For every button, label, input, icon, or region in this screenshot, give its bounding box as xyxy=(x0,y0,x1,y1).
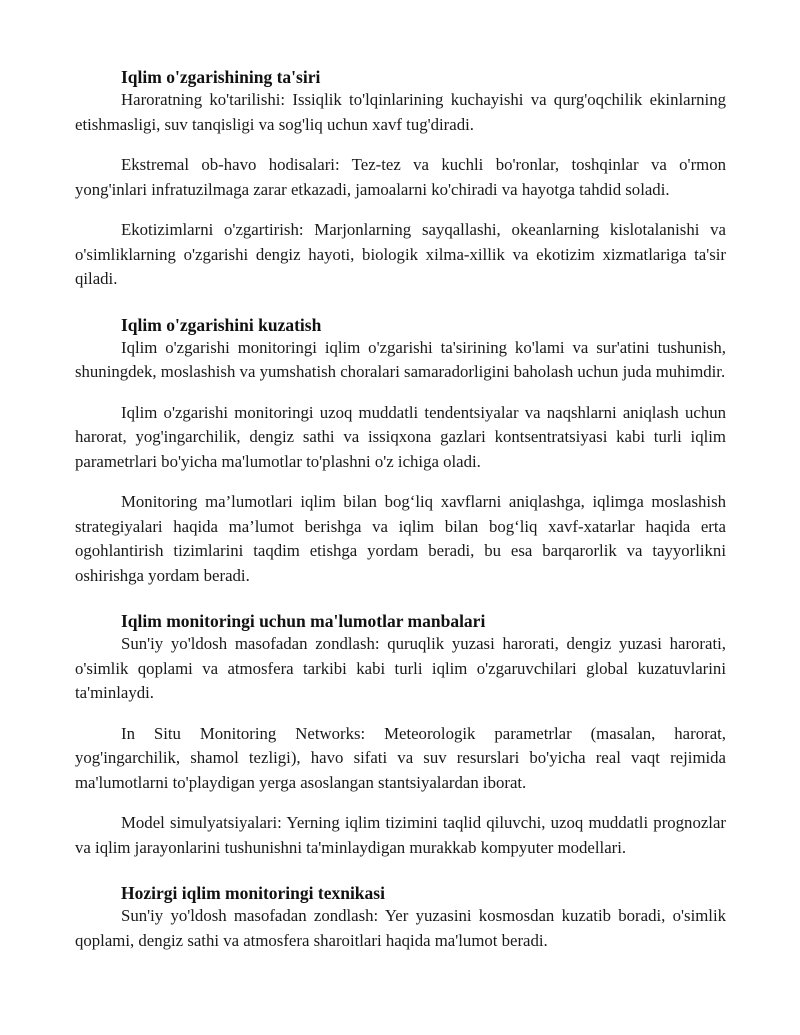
paragraph: Haroratning ko'tarilishi: Issiqlik to'lqinlarining kuchayishi va qurg'oqchilik ekinlarning etishmasligi, suv tanqisligi va sog'liq uchun xavf tug'diradi. xyxy=(75,90,726,134)
paragraph: Iqlim o'zgarishi monitoringi iqlim o'zgarishi ta'sirining ko'lami va sur'atini tushunish, shuningdek, moslashish va yumshatish choralari samaradorligini baholash uchun juda muhimdir. xyxy=(75,337,726,381)
paragraph: Ekotizimlarni o'zgartirish: Marjonlarning sayqallashi, okeanlarning kislotalanishi va o'simliklarning o'zgarishi dengiz hayoti, biologik xilma-xillik va ekotizim xizmatlariga ta'sir qiladi. xyxy=(75,220,726,288)
paragraph: Model simulyatsiyalari: Yerning iqlim tizimini taqlid qiluvchi, uzoq muddatli prognozlar va iqlim jarayonlarini tushunishni ta'minlaydigan murakkab kompyuter modellari. xyxy=(75,813,726,857)
section-heading: Hozirgi iqlim monitoringi texnikasi xyxy=(121,883,385,903)
paragraph: Iqlim o'zgarishi monitoringi uzoq muddatli tendentsiyalar va naqshlarni aniqlash uchun harorat, yog'ingarchilik, dengiz sathi va issiqxona gazlari kontsentratsiyasi kabi turli iqlim parametrlari bo'yicha ma'lumotlar to'plashni o'z ichiga oladi. xyxy=(75,402,726,471)
section-climate-impacts xyxy=(75,66,726,292)
section-data-sources xyxy=(75,610,726,860)
section-current-techniques xyxy=(75,882,726,953)
section-heading: Iqlim o'zgarishining ta'siri xyxy=(121,67,321,87)
paragraph: In Situ Monitoring Networks: Meteorologik parametrlar (masalan, harorat, yog'ingarchilik, shamol tezligi), havo sifati va suv resurslari bo'yicha real vaqt rejimida ma'lumotlarni to'playdigan yerga asoslangan stantsiyalardan iborat. xyxy=(75,723,726,792)
paragraph: Sun'iy yo'ldosh masofadan zondlash: Yer yuzasini kosmosdan kuzatib boradi, o'simlik qoplami, dengiz sathi va atmosfera sharoitlari haqida ma'lumot beradi. xyxy=(75,906,726,950)
section-climate-monitoring xyxy=(75,314,726,589)
paragraph: Sun'iy yo'ldosh masofadan zondlash: quruqlik yuzasi harorati, dengiz yuzasi harorati, o'simlik qoplami va atmosfera tarkibi kabi turli iqlim o'zgaruvchilari global kuzatuvlarini ta'minlaydi. xyxy=(75,634,726,702)
paragraph: Ekstremal ob-havo hodisalari: Tez-tez va kuchli bo'ronlar, toshqinlar va o'rmon yong'inlari infratuzilmaga zarar etkazadi, jamoalarni ko'chiradi va hayotga tahdid soladi. xyxy=(75,155,726,199)
section-heading: Iqlim o'zgarishini kuzatish xyxy=(121,314,322,335)
section-heading: Iqlim monitoringi uchun ma'lumotlar manbalari xyxy=(121,611,486,631)
paragraph: Monitoring ma’lumotlari iqlim bilan bog‘liq xavflarni aniqlashga, iqlimga moslashish strategiyalari haqida ma’lumot berishga va iqlim bilan bog‘liq xavf-xatarlar haqida erta ogohlantirish tizimlarini taqdim etishga yordam beradi, bu esa barqarorlik va tayyorlikni oshirishga yordam beradi. xyxy=(75,492,726,585)
